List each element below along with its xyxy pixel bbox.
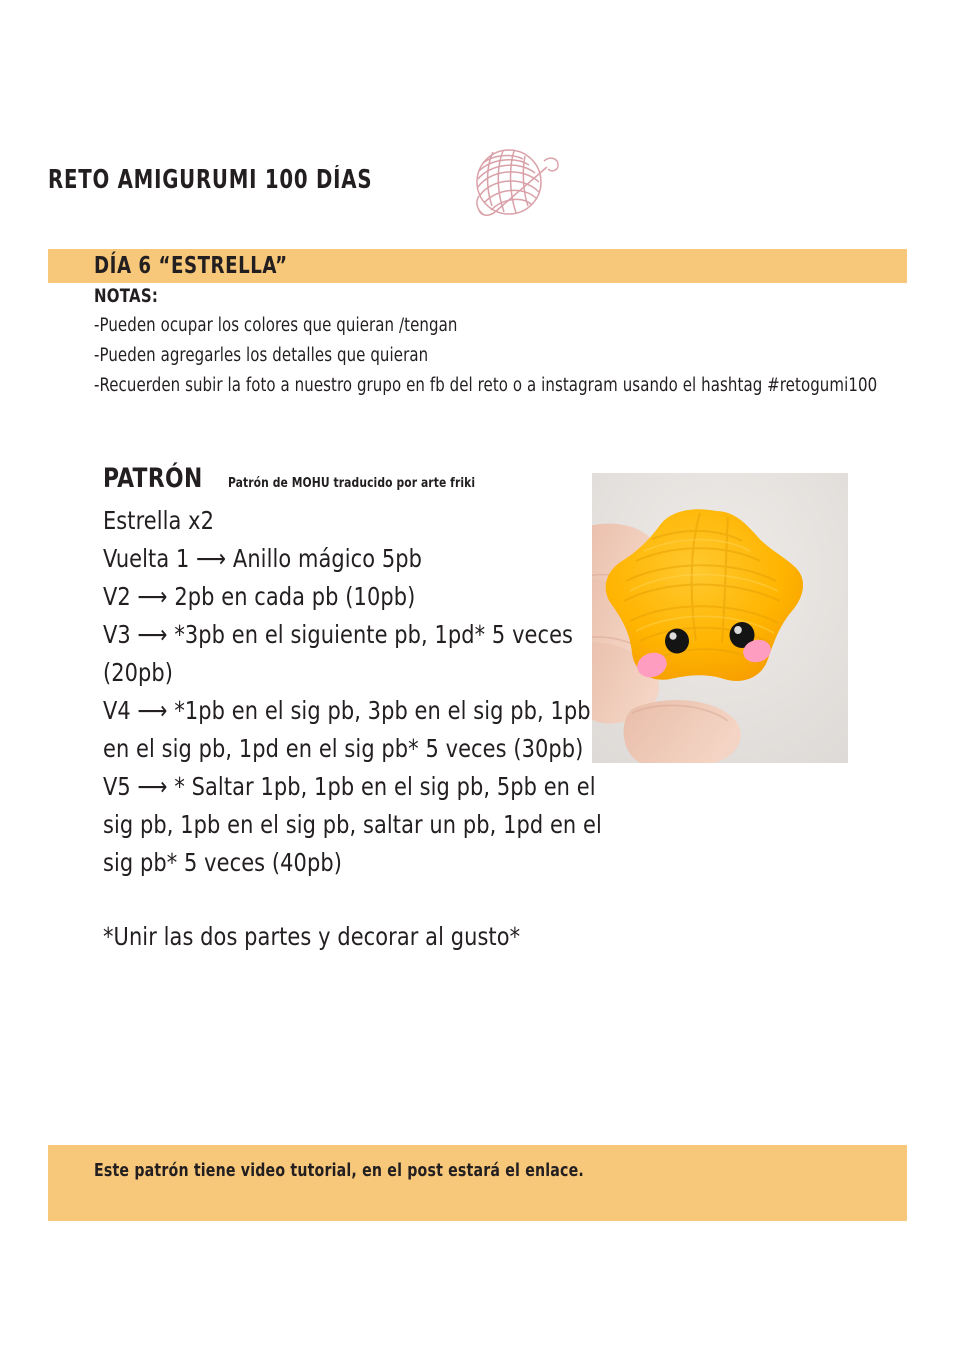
- day-title: DÍA 6 “ESTRELLA”: [94, 253, 288, 279]
- pattern-row: V2 ⟶ 2pb en cada pb (10pb): [103, 582, 416, 611]
- pattern-piece-name: Estrella x2: [103, 506, 215, 535]
- pattern-row: Vuelta 1 ⟶ Anillo mágico 5pb: [103, 544, 423, 573]
- yarn-ball-with-crochet-hook-icon: [459, 134, 563, 226]
- pattern-row: V4 ⟶ *1pb en el sig pb, 3pb en el sig pb, 1pb en el sig pb, 1pd en el sig pb* 5 veces (30pb): [103, 696, 591, 763]
- note-item: -Pueden agregarles los detalles que quieran: [94, 345, 429, 366]
- notes-heading: NOTAS:: [94, 286, 159, 307]
- footer-banner: [48, 1145, 907, 1221]
- pattern-header: [103, 463, 603, 494]
- finished-star-photo: [592, 473, 848, 763]
- pattern-row: V3 ⟶ *3pb en el siguiente pb, 1pd* 5 veces (20pb): [103, 620, 574, 687]
- pattern-section: [103, 463, 603, 956]
- pattern-row: V5 ⟶ * Saltar 1pb, 1pb en el sig pb, 5pb en el sig pb, 1pb en el sig pb, saltar un pb, 1pd en el sig pb* 5 veces (40pb): [103, 772, 602, 877]
- pattern-label: PATRÓN: [103, 463, 203, 494]
- footer-note: Este patrón tiene video tutorial, en el post estará el enlace.: [94, 1161, 584, 1181]
- document-header: [48, 132, 908, 228]
- page-title: RETO AMIGURUMI 100 DÍAS: [48, 165, 373, 195]
- note-item: -Pueden ocupar los colores que quieran /tengan: [94, 315, 458, 336]
- day-title-banner: [48, 249, 907, 283]
- note-item: -Recuerden subir la foto a nuestro grupo en fb del reto o a instagram usando el hashtag #retogumi100: [94, 375, 878, 396]
- pattern-credit: Patrón de MOHU traducido por arte friki: [227, 476, 475, 491]
- notes-section: [94, 286, 914, 405]
- pattern-closing-note: *Unir las dos partes y decorar al gusto*: [103, 922, 521, 951]
